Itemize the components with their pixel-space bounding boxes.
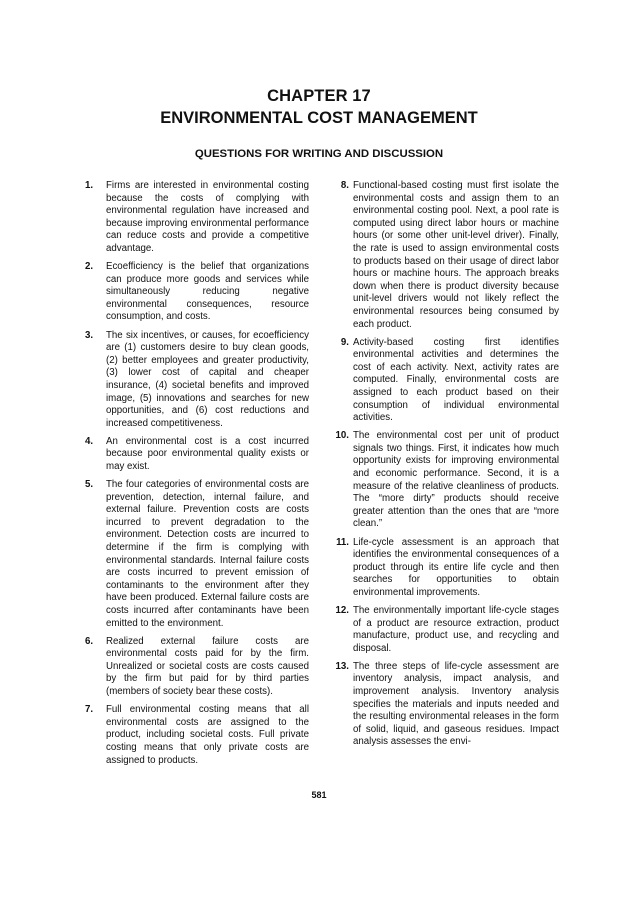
question-answer: The six incentives, or causes, for ecoefficiency are (1) customers desire to buy clean goods, (2) better employees and greater productivity, (3) lower cost of capital and cheaper insurance, (4) societal benefits and improved image, (5) innovations and searches for new opportunities, and (6) cost reductions and increased competitiveness. bbox=[106, 329, 309, 429]
question-number: 7. bbox=[85, 704, 94, 716]
left-column bbox=[85, 180, 309, 773]
question-answer: The environmentally important life-cycle stages of a product are resource extraction, product manufacture, product use, and recycling and disposal. bbox=[353, 605, 559, 654]
page-number: 581 bbox=[311, 790, 327, 800]
question-item bbox=[85, 704, 309, 767]
question-item bbox=[330, 661, 559, 749]
question-item bbox=[330, 430, 559, 531]
question-answer: The three steps of life-cycle assessment are inventory analysis, impact analysis, and improvement analysis. Inventory analysis specifies the materials and inputs needed and the resulting environmental releases in the form of solid, liquid, and gaseous residues. Impact analysis assesses the envi- bbox=[353, 660, 559, 748]
question-answer: The four categories of environmental costs are prevention, detection, internal failure, and external failure. Prevention costs are costs incurred to prevent degradation to the environment. Detection costs are incurred to determine if the firm is complying with environmental standards. Internal failure costs are costs incurred to prevent emission of contaminants to the environment after they have been produced. External failure costs are costs incurred after contaminants have been emitted to the environment. bbox=[106, 479, 309, 629]
question-item bbox=[330, 180, 559, 331]
right-column bbox=[330, 180, 559, 755]
question-answer: Realized external failure costs are environmental costs paid for by the firm. Unrealized or societal costs are costs caused by the firm but paid for by third parties (members of society bear these costs). bbox=[106, 635, 309, 698]
question-answer: Firms are interested in environmental costing because the costs of complying with environmental regulation have increased and because improving environmental performance can reduce costs and provide a competitive advantage. bbox=[106, 180, 309, 254]
question-number: 10. bbox=[335, 430, 349, 442]
question-item bbox=[330, 337, 559, 425]
question-answer: Ecoefficiency is the belief that organizations can produce more goods and services while simultaneously reducing negative environmental consequences, resource consumption, and costs. bbox=[106, 261, 309, 323]
question-item bbox=[330, 605, 559, 655]
question-number: 11. bbox=[336, 536, 349, 548]
question-answer: Functional-based costing must first isolate the environmental costs and assign them to an environmental costing pool. Next, a pool rate is computed using direct labor hours or machine hours (or some other unit-level driver). Finally, the rate is used to assign environmental costs to products based on their usage of direct labor hours or machine hours. The approach breaks down when there is product diversity because unit-level drivers would not likely reflect the environmental resources being consumed by each product. bbox=[353, 180, 559, 330]
question-item bbox=[85, 436, 309, 474]
question-item bbox=[330, 537, 559, 600]
question-item bbox=[85, 261, 309, 324]
question-answer: The environmental cost per unit of product signals two things. First, it indicates how much opportunity exists for improving environmental and economic performance. Second, it is a measure of the relative cleanliness of products. The “more dirty” products should receive greater attention than the ones that are “more clean.” bbox=[353, 430, 559, 530]
chapter-number: CHAPTER 17 bbox=[267, 87, 371, 105]
question-answer: Life-cycle assessment is an approach that identifies the environmental consequences of a product through its entire life cycle and then searches for opportunities to obtain environmental improvements. bbox=[353, 536, 559, 598]
section-heading: QUESTIONS FOR WRITING AND DISCUSSION bbox=[194, 148, 444, 160]
question-item bbox=[85, 479, 309, 630]
question-number: 6. bbox=[85, 635, 94, 647]
question-number: 3. bbox=[85, 329, 94, 341]
question-answer: Full environmental costing means that all environmental costs are assigned to the product, including societal costs. Full private costing means that only private costs are assigned to products. bbox=[106, 704, 309, 766]
question-answer: An environmental cost is a cost incurred because poor environmental quality exists or may exist. bbox=[106, 435, 309, 472]
question-number: 9. bbox=[340, 336, 349, 348]
question-number: 5. bbox=[85, 479, 94, 491]
chapter-title: ENVIRONMENTAL COST MANAGEMENT bbox=[160, 109, 478, 127]
question-number: 2. bbox=[85, 261, 94, 273]
question-number: 4. bbox=[85, 435, 94, 447]
question-number: 13. bbox=[335, 660, 349, 672]
question-number: 12. bbox=[335, 605, 349, 616]
question-item bbox=[85, 636, 309, 699]
question-answer: Activity-based costing first identifies environmental activities and determines the cost of each activity. Next, activity rates are computed. Finally, environmental costs are assigned to each product based on their consumption of individual environmental activities. bbox=[353, 336, 559, 424]
question-number: 8. bbox=[340, 180, 349, 191]
question-item bbox=[85, 330, 309, 431]
question-item bbox=[85, 180, 309, 256]
question-number: 1. bbox=[85, 180, 94, 191]
